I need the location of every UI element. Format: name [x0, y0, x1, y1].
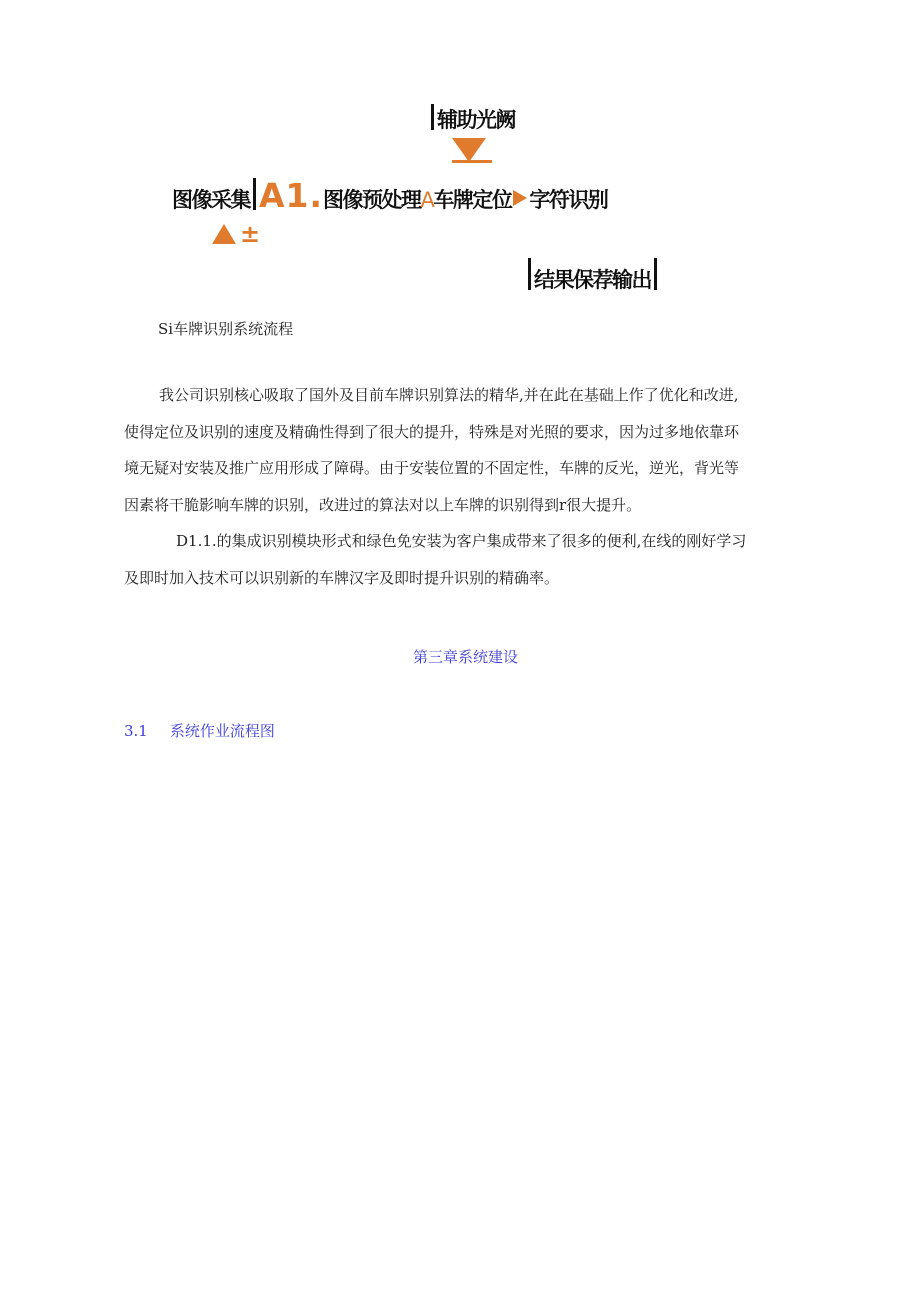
plus-minus-symbol: ± [240, 220, 259, 248]
top-box-label: 辅助光阙 [437, 108, 515, 132]
connector-line [452, 160, 492, 163]
connector-a: A [420, 188, 434, 212]
box-border [528, 258, 531, 290]
section-number: 3.1 [124, 722, 148, 740]
section-heading [124, 720, 275, 741]
step1-suffix: A1. [259, 176, 324, 215]
paragraph-1 [124, 377, 834, 523]
bottom-box-label: 结果保荐输出 [534, 268, 651, 292]
box-border [253, 178, 256, 210]
top-box [428, 104, 515, 134]
step-preprocessing: 图像预处理 [323, 188, 421, 212]
box-border [654, 258, 657, 290]
paragraph-line: 我公司识别核心吸取了国外及目前车牌识别算法的精华,并在此在基础上作了优化和改进, [159, 386, 739, 404]
figure-caption: Si车牌识别系统流程 [158, 320, 294, 338]
section-title: 系统作业流程图 [169, 722, 275, 740]
paragraph-line: 因素将干脆影响车牌的识别，改进过的算法对以上车牌的识别得到r很大提升。 [124, 495, 642, 514]
step-plate-location: 车牌定位 [433, 188, 512, 212]
arrow-down-icon [452, 138, 486, 162]
paragraph-2 [124, 523, 834, 596]
chapter-title: 第三章系统建设 [413, 648, 519, 666]
paragraph-line: 使得定位及识别的速度及精确性得到了很大的提升，特殊是对光照的要求，因为过多地依靠环 [124, 422, 740, 441]
box-border [431, 104, 434, 130]
flow-row [172, 176, 607, 215]
bottom-box [525, 258, 660, 294]
step-image-capture: 图像采集 [172, 188, 250, 212]
arrow-right-icon [513, 190, 527, 206]
paragraph-line: 境无疑对安装及推广应用形成了障碍。由于安装位置的不固定性，车牌的反光，逆光，背光等 [124, 459, 740, 477]
paragraph-line: 及即时加入技术可以识别新的车牌汉字及即时提升识别的精确率。 [124, 568, 560, 587]
paragraph-line: D1.1.的集成识别模块形式和绿色免安装为客户集成带来了很多的便利,在线的刚好学习 [176, 532, 747, 550]
arrow-up-icon [212, 224, 236, 244]
step-char-recognition: 字符识别 [529, 188, 608, 212]
